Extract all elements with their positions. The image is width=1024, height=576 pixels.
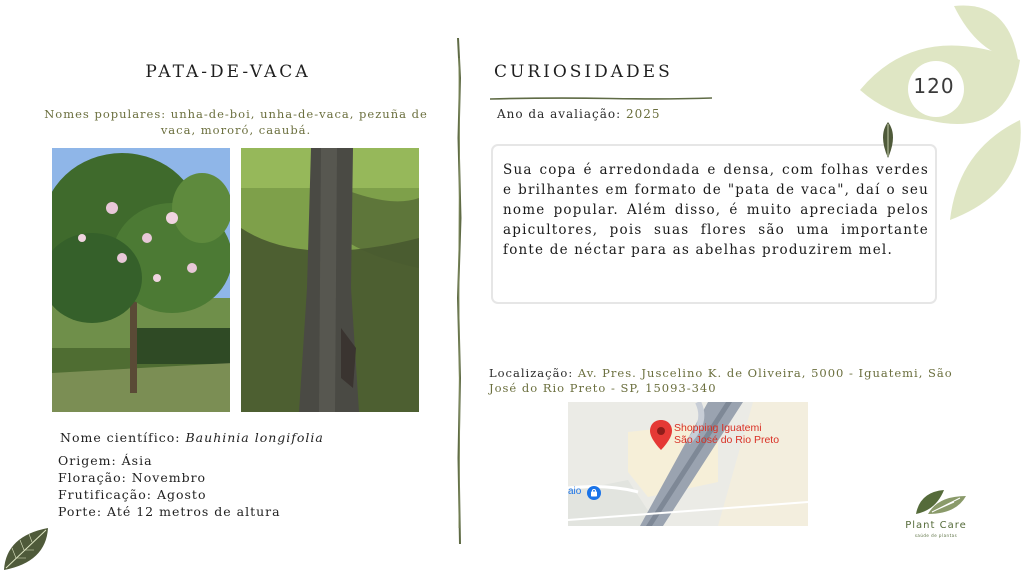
year-label: Ano da avaliação: [497,107,626,121]
scientific-name [60,430,324,445]
map-place-label[interactable] [674,422,779,446]
tree-name-title: PATA-DE-VACA [145,62,311,82]
origin-text: Origem: Ásia [58,453,153,468]
location-label: Localização: [489,366,578,380]
shopping-bag-icon[interactable] [587,485,601,499]
year-value: 2025 [625,107,661,121]
brand-name: Plant Care [905,520,967,531]
vertical-divider [456,38,462,544]
map-place-line2: São José do Rio Preto [674,434,780,446]
evaluation-year [497,107,661,121]
scientific-name-label: Nome científico: [60,430,186,445]
map-place-line1: Shopping Iguatemi [674,422,762,434]
curiosity-text: Sua copa é arredondada e densa, com folhas verdes e brilhantes em formato de "pata de vaca", daí o seu nome popular. Além disso, é muito apreciada pelos apicultores, pois suas flores são uma importante fonte de néctar para as abelhas produzirem mel. [503,162,929,258]
location [489,366,979,396]
map-pin-icon[interactable] [650,420,672,450]
page-number-badge: 120 [913,74,955,98]
size-text: Porte: Até 12 metros de altura [58,504,281,519]
popular-names: Nomes populares: unha-de-boi, unha-de-vaca, pezuña de vaca, mororó, caaubá. [44,107,428,137]
tree-canopy-photo [52,148,230,412]
flowering-text: Floração: Novembro [58,470,207,485]
scientific-name-value: Bauhinia longifolia [185,430,324,445]
location-address[interactable]: Av. Pres. Juscelino K. de Oliveira, 5000 - Iguatemi, São José do Rio Preto - SP, 15093-340 [489,366,953,395]
tree-details [58,452,281,520]
fruiting-text: Frutificação: Agosto [58,487,207,502]
curiosities-title: CURIOSIDADES [494,62,673,82]
tree-trunk-photo [241,148,419,412]
plant-care-logo-icon [914,488,970,518]
location-map[interactable] [568,402,808,526]
title-underline [490,86,712,91]
leaf-icon [2,526,52,572]
decorative-leaves-top-right [858,0,1024,225]
brand-tagline: saúde de plantas [914,533,958,538]
map-partial-label: aio [568,486,582,497]
